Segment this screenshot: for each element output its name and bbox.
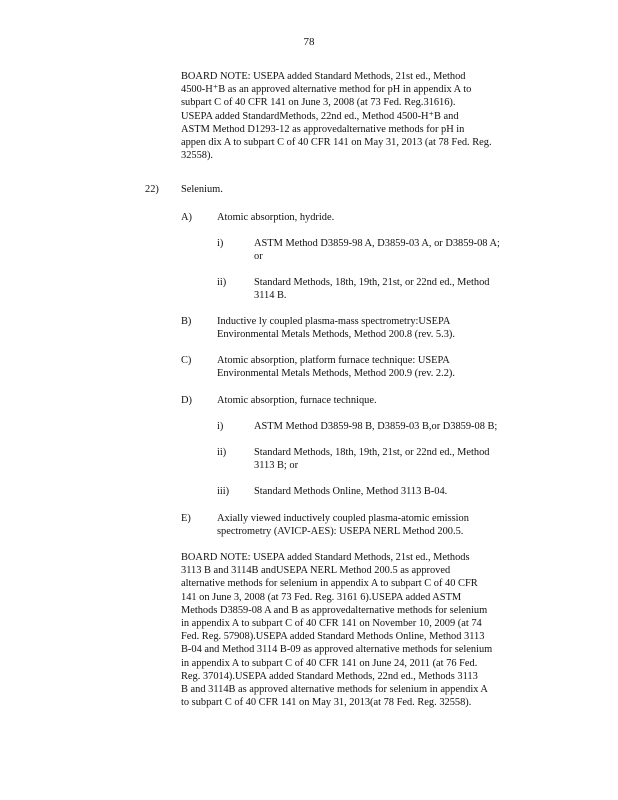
entry-line: Environmental Metals Methods, Method 200.8 (rev. 5.3). bbox=[217, 329, 455, 341]
note-line: alternative methods for selenium in appendix A to subpart C of 40 CFR bbox=[181, 578, 478, 590]
note-line: USEPA added StandardMethods, 22nd ed., Method 4500-H⁺B and bbox=[181, 110, 459, 122]
entry-line: Atomic absorption, platform furnace technique: USEPA bbox=[217, 355, 450, 366]
note-line: Fed. Reg. 57908).USEPA added Standard Methods Online, Method 3113 bbox=[181, 631, 485, 643]
sub-item-a-ii bbox=[254, 276, 544, 302]
board-note-selenium bbox=[181, 551, 549, 709]
item-number: 22) bbox=[145, 184, 159, 195]
note-line: 32558). bbox=[181, 150, 214, 162]
note-line: B and 3114B as approved alternative methods for selenium in appendix A bbox=[181, 684, 488, 696]
sub-item-label: i) bbox=[217, 238, 224, 249]
subsection-label-b: B) bbox=[181, 316, 192, 327]
note-line: ASTM Method D1293-12 as approvedalternative methods for pH in bbox=[181, 123, 465, 135]
entry-line: Inductive ly coupled plasma-mass spectrometry:USEPA bbox=[217, 316, 451, 327]
note-line: BOARD NOTE: USEPA added Standard Methods, 21st ed., Method bbox=[181, 71, 466, 82]
subsection-a-text: Atomic absorption, hydride. bbox=[217, 212, 335, 223]
sub-item-line: Standard Methods Online, Method 3113 B-04. bbox=[254, 486, 448, 497]
note-line: 4500-H⁺B as an approved alternative method for pH in appendix A to bbox=[181, 84, 472, 96]
note-line: subpart C of 40 CFR 141 on June 3, 2008 (at 73 Fed. Reg.31616). bbox=[181, 97, 456, 109]
board-note-ph bbox=[181, 70, 549, 162]
subsection-label-a: A) bbox=[181, 212, 192, 223]
subsection-label-e: E) bbox=[181, 513, 191, 524]
sub-item-label: ii) bbox=[217, 447, 227, 458]
sub-item-label: i) bbox=[217, 421, 224, 432]
sub-item-label: ii) bbox=[217, 277, 227, 288]
page-number: 78 bbox=[303, 36, 315, 48]
note-line: to subpart C of 40 CFR 141 on May 31, 2013(at 78 Fed. Reg. 32558). bbox=[181, 697, 472, 709]
sub-item-line: ASTM Method D3859-98 A, D3859-03 A, or D3859-08 A; bbox=[254, 238, 500, 249]
note-line: Reg. 37014).USEPA added Standard Methods, 22nd ed., Methods 3113 bbox=[181, 670, 478, 682]
subsection-b-text bbox=[217, 315, 547, 341]
sub-item-d-ii bbox=[254, 446, 544, 472]
subsection-c-text bbox=[217, 354, 547, 380]
sub-item-line: Standard Methods, 18th, 19th, 21st, or 22nd ed., Method bbox=[254, 447, 490, 458]
subsection-label-d: D) bbox=[181, 395, 192, 406]
note-line: in appendix A to subpart C of 40 CFR 141 on June 24, 2011 (at 76 Fed. bbox=[181, 657, 478, 669]
sub-item-line: 3113 B; or bbox=[254, 460, 299, 472]
item-title: Selenium. bbox=[181, 184, 223, 195]
sub-item-line: 3114 B. bbox=[254, 290, 287, 302]
entry-line: Axially viewed inductively coupled plasma-atomic emission bbox=[217, 513, 469, 524]
note-line: 3113 B and 3114B andUSEPA NERL Method 200.5 as approved bbox=[181, 565, 451, 577]
note-line: 141 on June 3, 2008 (at 73 Fed. Reg. 3161 6).USEPA added ASTM bbox=[181, 591, 462, 603]
entry-line: spectrometry (AVICP-AES): USEPA NERL Method 200.5. bbox=[217, 526, 464, 538]
sub-item-label: iii) bbox=[217, 486, 230, 497]
note-line: appen dix A to subpart C of 40 CFR 141 on May 31, 2013 (at 78 Fed. Reg. bbox=[181, 137, 492, 149]
sub-item-line: or bbox=[254, 251, 263, 263]
sub-item-d-iii bbox=[254, 485, 544, 498]
subsection-label-c: C) bbox=[181, 355, 192, 366]
sub-item-line: ASTM Method D3859-98 B, D3859-03 B,or D3859-08 B; bbox=[254, 421, 498, 432]
sub-item-d-i bbox=[254, 420, 544, 433]
entry-line: Environmental Metals Methods, Method 200.9 (rev. 2.2). bbox=[217, 368, 455, 380]
subsection-e-text bbox=[217, 512, 547, 538]
note-line: Methods D3859-08 A and B as approvedalternative methods for selenium bbox=[181, 604, 488, 616]
subsection-d-text: Atomic absorption, furnace technique. bbox=[217, 395, 377, 406]
sub-item-line: Standard Methods, 18th, 19th, 21st, or 22nd ed., Method bbox=[254, 277, 490, 288]
note-line: in appendix A to subpart C of 40 CFR 141 on November 10, 2009 (at 74 bbox=[181, 618, 482, 630]
sub-item-a-i bbox=[254, 237, 544, 263]
note-line: B-04 and Method 3114 B-09 as approved alternative methods for selenium bbox=[181, 644, 493, 656]
note-line: BOARD NOTE: USEPA added Standard Methods, 21st ed., Methods bbox=[181, 552, 470, 563]
